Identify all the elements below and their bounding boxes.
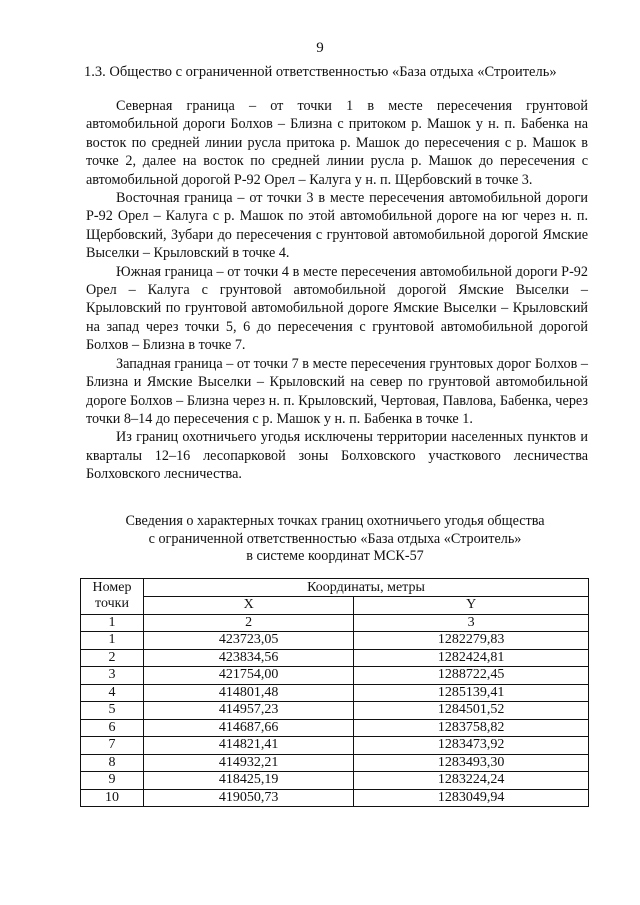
x-coordinate-cell: 421754,00 bbox=[144, 667, 354, 685]
header-coordinates: Координаты, метры bbox=[144, 579, 589, 597]
table-row bbox=[81, 772, 589, 790]
page-number: 9 bbox=[316, 40, 324, 56]
x-coordinate-cell: 423723,05 bbox=[144, 632, 354, 650]
x-coordinate-cell: 414932,21 bbox=[144, 754, 354, 772]
point-number-cell: 10 bbox=[81, 789, 144, 807]
x-coordinate-cell: 423834,56 bbox=[144, 649, 354, 667]
table-caption-line: с ограниченной ответственностью «База отдыха «Строитель» bbox=[148, 530, 522, 547]
point-number-cell: 4 bbox=[81, 684, 144, 702]
header-y: Y bbox=[354, 597, 589, 615]
point-number-cell: 1 bbox=[81, 632, 144, 650]
x-coordinate-cell: 414687,66 bbox=[144, 719, 354, 737]
y-coordinate-cell: 1282424,81 bbox=[354, 649, 589, 667]
x-coordinate-cell: 414821,41 bbox=[144, 737, 354, 755]
y-coordinate-cell: 1283493,30 bbox=[354, 754, 589, 772]
y-coordinate-cell: 1285139,41 bbox=[354, 684, 589, 702]
point-number-cell: 6 bbox=[81, 719, 144, 737]
index-cell: 2 bbox=[144, 614, 354, 632]
index-cell: 1 bbox=[81, 614, 144, 632]
table-row bbox=[81, 667, 589, 685]
table-caption bbox=[84, 513, 586, 566]
coordinates-table bbox=[80, 578, 589, 807]
index-cell: 3 bbox=[354, 614, 589, 632]
point-number-cell: 5 bbox=[81, 702, 144, 720]
paragraph-exclusions: Из границ охотничьего угодья исключены территории населенных пунктов и кварталы 12–16 лесопарковой зоны Болховского участкового лесничества Болховского лесничества. bbox=[86, 429, 588, 483]
paragraph-south-boundary: Южная граница – от точки 4 в месте пересечения автомобильной дороги Р-92 Орел – Калуга с грунтовой автомобильной дорогой Ямские Выселки – Крыловский по грунтовой автомобильной дороге Ямские Выселки – Крыловский на запад через точки 5, 6 до пересечения с грунтовой автомобильной дорогой Болхов – Близна в точке 7. bbox=[86, 263, 588, 354]
y-coordinate-cell: 1284501,52 bbox=[354, 702, 589, 720]
table-header-row bbox=[81, 597, 589, 615]
y-coordinate-cell: 1288722,45 bbox=[354, 667, 589, 685]
point-number-cell: 7 bbox=[81, 737, 144, 755]
x-coordinate-cell: 414801,48 bbox=[144, 684, 354, 702]
table-row bbox=[81, 632, 589, 650]
point-number-cell: 8 bbox=[81, 754, 144, 772]
table-caption-line: Сведения о характерных точках границ охотничьего угодья общества bbox=[125, 513, 545, 529]
paragraph-east-boundary: Восточная граница – от точки 3 в месте пересечения автомобильной дороги Р-92 Орел – Калуга с р. Машок по этой автомобильной дороге на юг через н. п. Щербовский, Зубари до пересечения с грунтовой автомобильной дорогой Ямские Выселки – Крыловский в точке 4. bbox=[86, 190, 588, 262]
table-row bbox=[81, 719, 589, 737]
table-row bbox=[81, 737, 589, 755]
table-caption-line: в системе координат МСК-57 bbox=[246, 548, 424, 564]
y-coordinate-cell: 1283473,92 bbox=[354, 737, 589, 755]
paragraph-north-boundary: Северная граница – от точки 1 в месте пересечения грунтовой автомобильной дороги Болхов – Близна с притоком р. Машок у н. п. Бабенка на восток по средней линии русла притока р. Машок до пересечения с р. Машок в точке 2, далее на восток по средней линии русла р. Машок до пересечения с автомобильной дорогой Р-92 Орел – Калуга у н. п. Щербовский в точке 3. bbox=[86, 98, 588, 188]
table-row bbox=[81, 702, 589, 720]
table-row bbox=[81, 649, 589, 667]
y-coordinate-cell: 1283224,24 bbox=[354, 772, 589, 790]
section-heading: 1.3. Общество с ограниченной ответственностью «База отдыха «Строитель» bbox=[84, 64, 557, 80]
header-point-number: Номер точки bbox=[81, 579, 144, 615]
point-number-cell: 3 bbox=[81, 667, 144, 685]
paragraph-west-boundary: Западная граница – от точки 7 в месте пересечения грунтовых дорог Болхов – Близна и Ямские Выселки – Крыловский на север по грунтовой автомобильной дороге Болхов – Близна через н. п. Крыловский, Чертовая, Павлова, Бабенка, через точки 8–14 до пересечения с р. Машок у н. п. Бабенка в точке 1. bbox=[86, 355, 588, 427]
point-number-cell: 2 bbox=[81, 649, 144, 667]
table-row bbox=[81, 754, 589, 772]
x-coordinate-cell: 418425,19 bbox=[144, 772, 354, 790]
table-row bbox=[81, 789, 589, 807]
table-index-row bbox=[81, 614, 589, 632]
point-number-cell: 9 bbox=[81, 772, 144, 790]
x-coordinate-cell: 414957,23 bbox=[144, 702, 354, 720]
y-coordinate-cell: 1282279,83 bbox=[354, 632, 589, 650]
header-x: X bbox=[144, 597, 354, 615]
y-coordinate-cell: 1283049,94 bbox=[354, 789, 589, 807]
table-row bbox=[81, 684, 589, 702]
y-coordinate-cell: 1283758,82 bbox=[354, 719, 589, 737]
x-coordinate-cell: 419050,73 bbox=[144, 789, 354, 807]
body-text bbox=[86, 97, 588, 484]
table-header-row bbox=[81, 579, 589, 597]
